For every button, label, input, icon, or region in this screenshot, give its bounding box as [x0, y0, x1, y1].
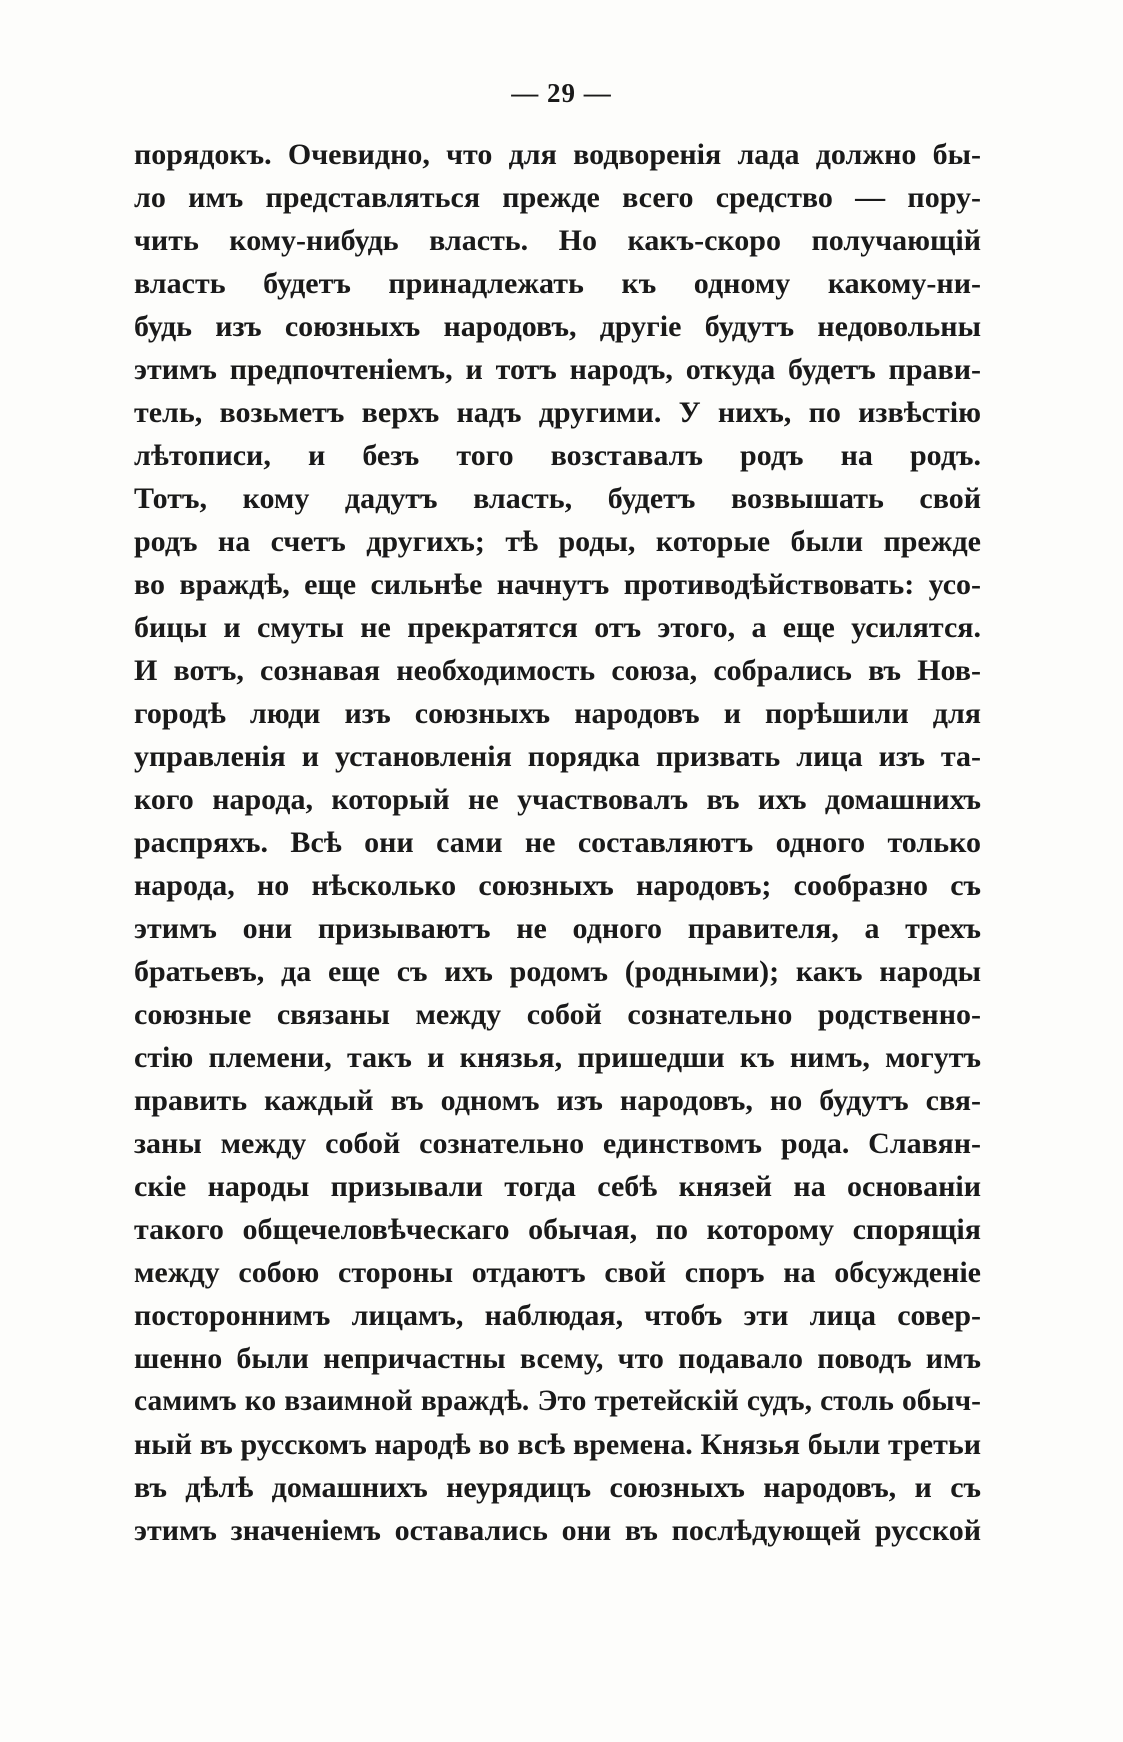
text-line: братьевъ, да еще съ ихъ родомъ (родными); какъ народы: [134, 955, 981, 988]
text-line: такого общечеловѣческаго обычая, по которому спорящія: [134, 1213, 981, 1246]
text-line: стію племени, такъ и князья, пришедши къ нимъ, могутъ: [134, 1041, 981, 1074]
text-line: скіе народы призывали тогда себѣ князей на основаніи: [134, 1170, 981, 1203]
page-number: — 29 —: [511, 78, 612, 108]
text-line: союзные связаны между собой сознательно родственно-: [134, 998, 981, 1031]
text-line: заны между собой сознательно единствомъ рода. Славян-: [134, 1127, 981, 1160]
text-line: народа, но нѣсколько союзныхъ народовъ; сообразно съ: [134, 869, 981, 902]
text-line: будь изъ союзныхъ народовъ, другіе будутъ недовольны: [134, 310, 981, 343]
text-line: кого народа, который не участвовалъ въ ихъ домашнихъ: [134, 783, 981, 816]
text-line: этимъ они призываютъ не одного правителя, а трехъ: [134, 912, 981, 945]
text-line: бицы и смуты не прекратятся отъ этого, а еще усилятся.: [134, 611, 981, 644]
text-line: править каждый въ одномъ изъ народовъ, но будутъ свя-: [134, 1084, 981, 1117]
text-line: родъ на счетъ другихъ; тѣ роды, которые были прежде: [134, 525, 981, 558]
text-line: этимъ предпочтеніемъ, и тотъ народъ, откуда будетъ прави-: [134, 353, 981, 386]
text-line: власть будетъ принадлежать къ одному какому-ни-: [134, 267, 981, 300]
text-line: городѣ люди изъ союзныхъ народовъ и порѣшили для: [134, 697, 981, 730]
text-line: порядокъ. Очевидно, что для водворенія лада должно бы-: [134, 138, 981, 171]
body-text: [134, 133, 981, 1552]
text-line: во враждѣ, еще сильнѣе начнутъ противодѣйствовать: усо-: [134, 568, 981, 601]
text-line: тель, возьметъ верхъ надъ другими. У нихъ, по извѣстію: [134, 396, 981, 429]
text-line: шенно были непричастны всему, что подавало поводъ имъ: [134, 1342, 981, 1375]
text-line: чить кому-нибудь власть. Но какъ-скоро получающій: [134, 224, 981, 257]
text-line: Тотъ, кому дадутъ власть, будетъ возвышать свой: [134, 482, 981, 515]
text-line: управленія и установленія порядка призвать лица изъ та-: [134, 740, 981, 773]
text-line: распряхъ. Всѣ они сами не составляютъ одного только: [134, 826, 981, 859]
text-line: этимъ значеніемъ оставались они въ послѣдующей русской: [134, 1514, 981, 1547]
text-line: ный въ русскомъ народѣ во всѣ времена. Князья были третьи: [134, 1428, 981, 1461]
text-line: между собою стороны отдаютъ свой споръ на обсужденіе: [134, 1256, 981, 1289]
text-line: самимъ ко взаимной враждѣ. Это третейскій судъ, столь обыч-: [134, 1385, 981, 1417]
text-line: лѣтописи, и безъ того возставалъ родъ на родъ.: [134, 439, 981, 472]
text-line: въ дѣлѣ домашнихъ неурядицъ союзныхъ народовъ, и съ: [134, 1471, 981, 1504]
text-line: ло имъ представляться прежде всего средство — пору-: [134, 181, 981, 214]
text-line: И вотъ, сознавая необходимость союза, собрались въ Нов-: [134, 654, 981, 687]
text-line: постороннимъ лицамъ, наблюдая, чтобъ эти лица совер-: [134, 1299, 981, 1332]
